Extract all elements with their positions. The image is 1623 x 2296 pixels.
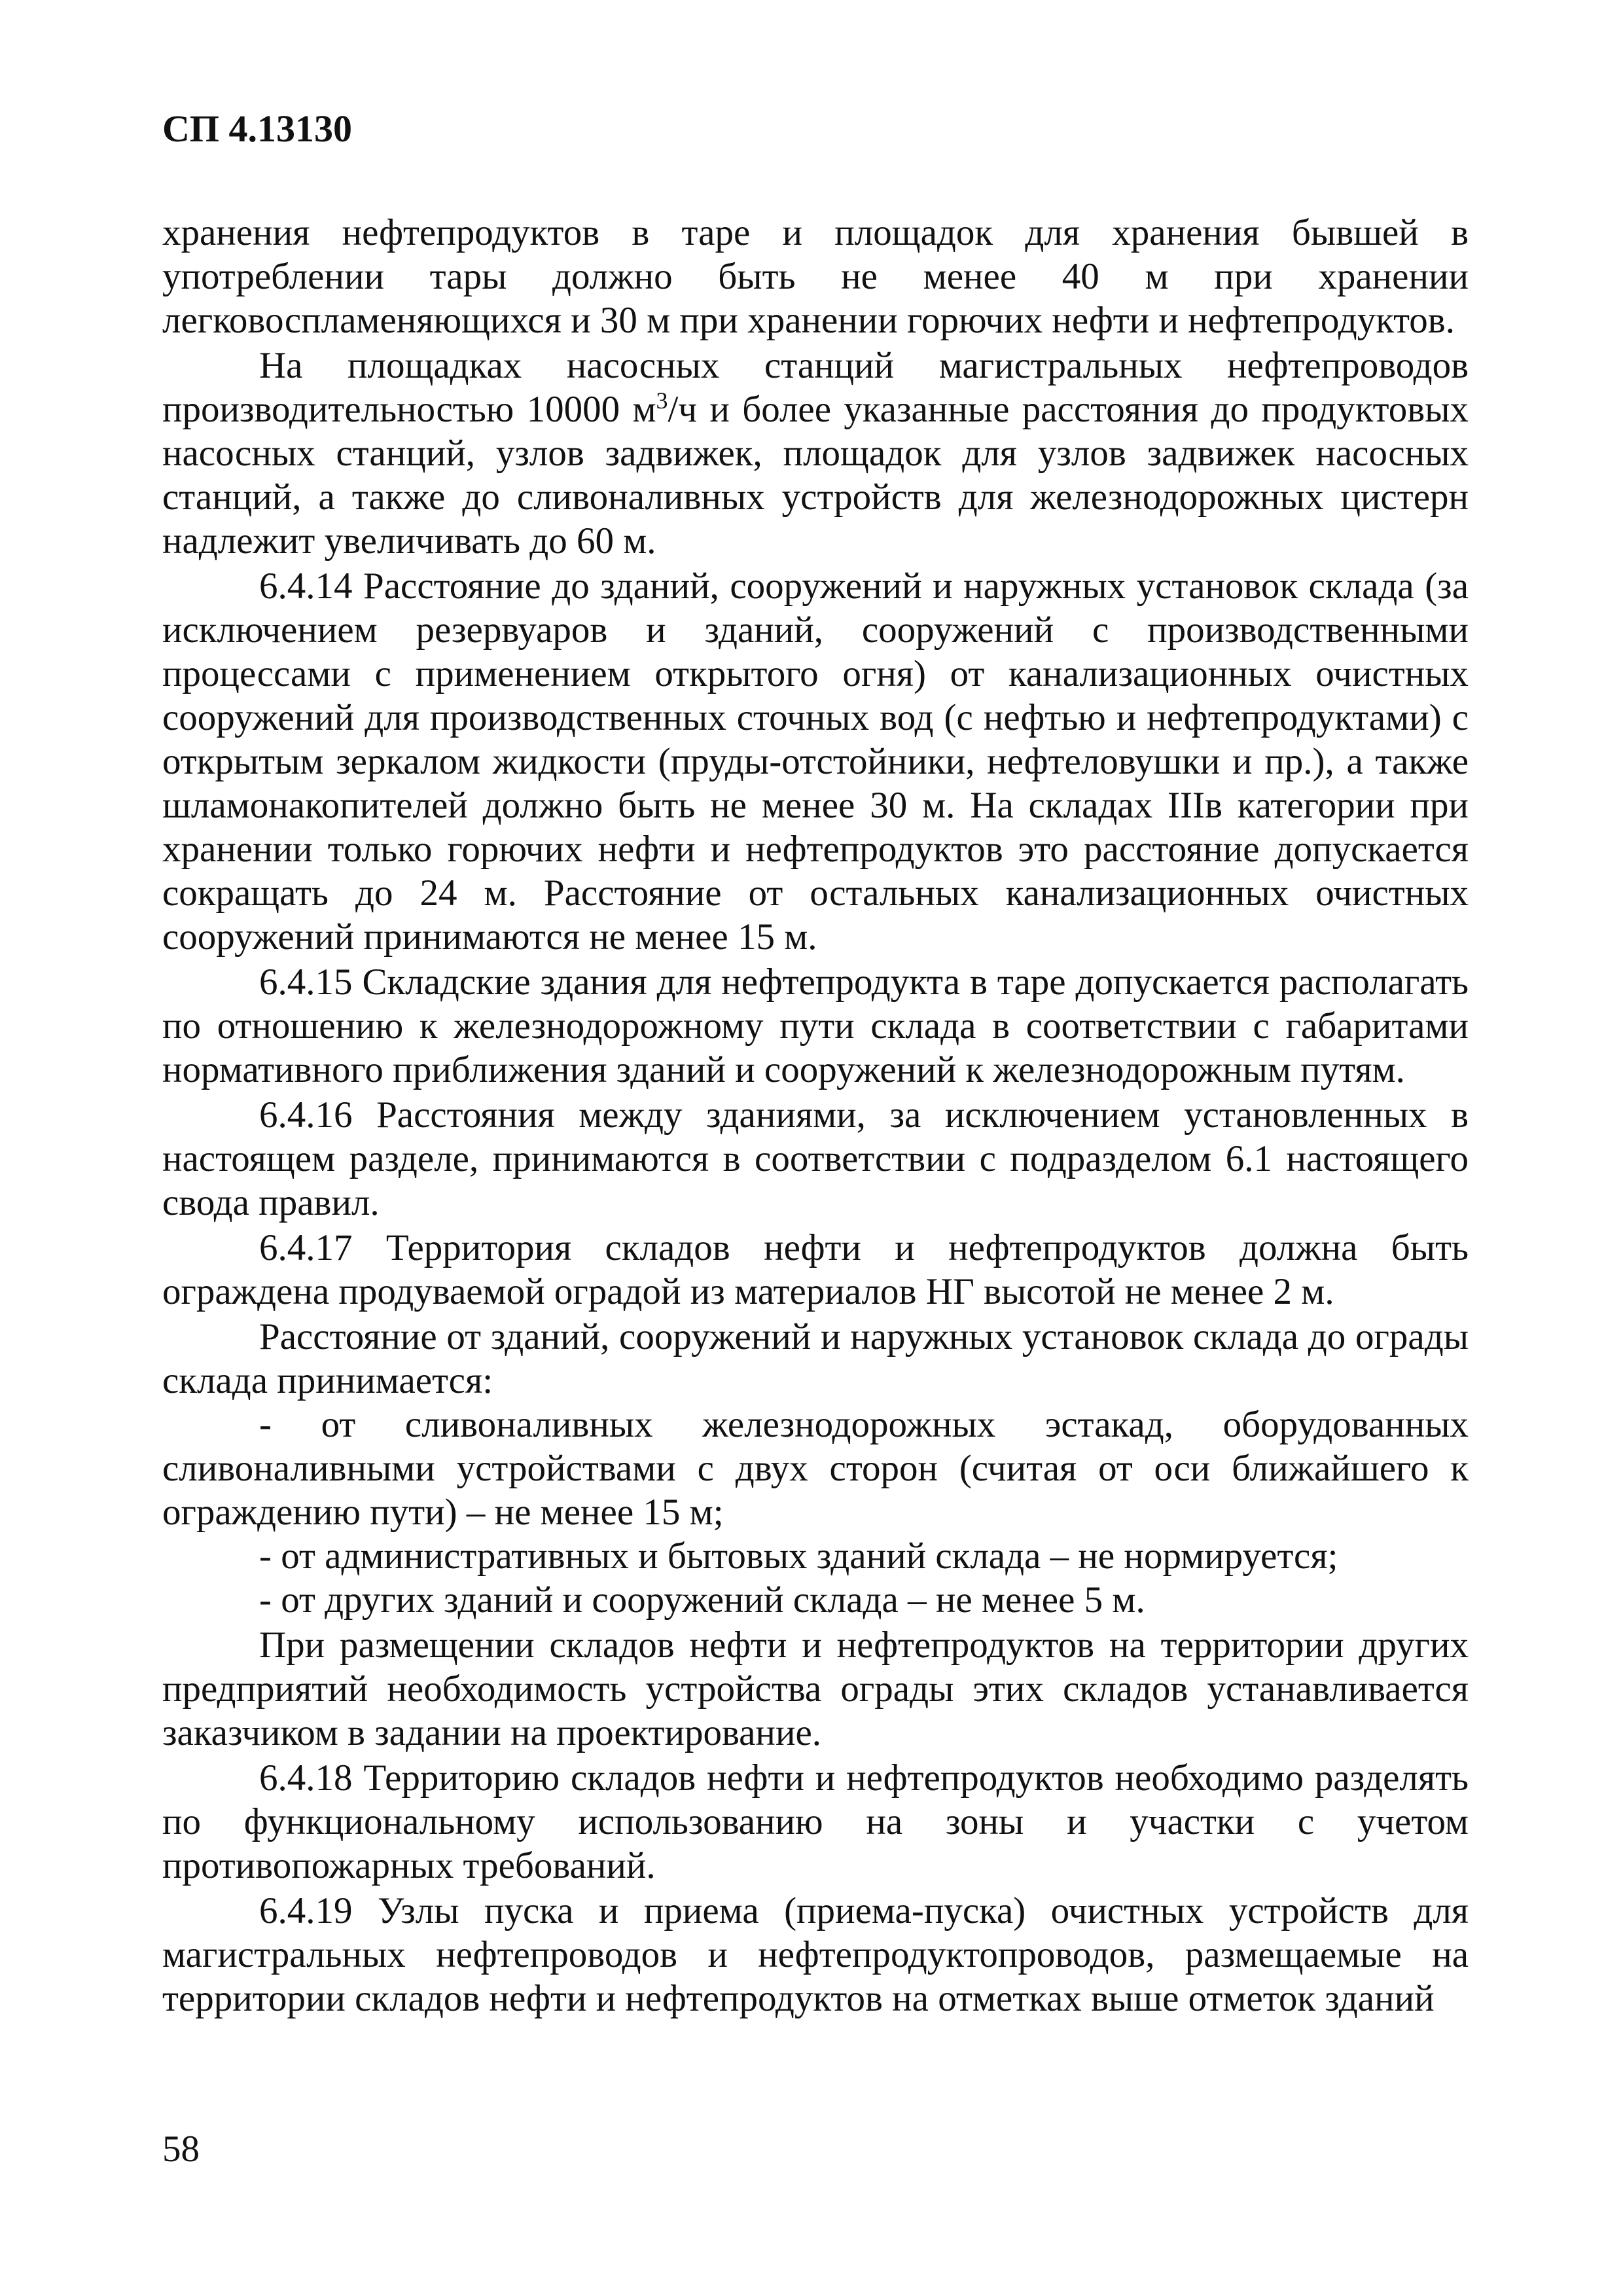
- list-item-other-buildings: - от других зданий и сооружений склада – не менее 5 м.: [259, 1579, 1145, 1621]
- document-code-header: СП 4.13130: [162, 107, 352, 150]
- paragraph-continuation: хранения нефтепродуктов в таре и площадок для хранения бывшей в употреблении тары должно быть не менее 40 м при хранении легковоспламеняющихся и 30 м при хранении горючих нефти и нефтепродуктов.: [162, 212, 1469, 341]
- list-item-admin-buildings: - от административных и бытовых зданий склада – не нормируется;: [259, 1535, 1338, 1577]
- paragraph-fence-distance: Расстояние от зданий, сооружений и наружных установок склада до ограды склада принимается:: [162, 1316, 1469, 1401]
- superscript-cubic: 3: [656, 387, 668, 414]
- clause-6-4-15: 6.4.15 Складские здания для нефтепродукта в таре допускается располагать по отношению к железнодорожному пути склада в соответствии с габаритами нормативного приближения зданий и сооружений к железнодорожным путям.: [162, 961, 1469, 1090]
- paragraph-pump-stations-text-end: /ч и более указанные расстояния до продуктовых насосных станций, узлов задвижек, площадок для узлов задвижек насосных станций, а также до сливоналивных устройств для железнодорожных цистерн надлежит увеличивать до 60 м.: [162, 389, 1469, 562]
- document-body: [162, 211, 1469, 2020]
- clause-6-4-18: 6.4.18 Территорию складов нефти и нефтепродуктов необходимо разделять по функциональному использованию на зоны и участки с учетом противопожарных требований.: [162, 1757, 1469, 1886]
- list-item-loading-racks: - от сливоналивных железнодорожных эстакад, оборудованных сливоналивными устройствами с двух сторон (считая от оси ближайшего к ограждению пути) – не менее 15 м;: [162, 1404, 1469, 1533]
- paragraph-other-enterprises: При размещении складов нефти и нефтепродуктов на территории других предприятий необходимость устройства ограды этих складов устанавливается заказчиком в задании на проектирование.: [162, 1624, 1469, 1753]
- clause-6-4-19: 6.4.19 Узлы пуска и приема (приема-пуска) очистных устройств для магистральных нефтепроводов и нефтепродуктопроводов, размещаемые на территории складов нефти и нефтепродуктов на отметках выше отметок зданий: [162, 1890, 1469, 2019]
- paragraph-pump-stations: [162, 344, 1469, 563]
- clause-6-4-14: 6.4.14 Расстояние до зданий, сооружений и наружных установок склада (за исключением резервуаров и зданий, сооружений с производственными процессами с применением открытого огня) от канализационных очистных сооружений для производственных сточных вод (с нефтью и нефтепродуктами) с открытым зеркалом жидкости (пруды-отстойники, нефтеловушки и пр.), а также шламонакопителей должно быть не менее 30 м. На складах IIIв категории при хранении только горючих нефти и нефтепродуктов это расстояние допускается сокращать до 24 м. Расстояние от остальных канализационных очистных сооружений принимаются не менее 15 м.: [162, 565, 1469, 958]
- clause-6-4-16: 6.4.16 Расстояния между зданиями, за исключением установленных в настоящем разделе, принимаются в соответствии с подразделом 6.1 настоящего свода правил.: [162, 1094, 1469, 1223]
- paragraph-pump-stations-text-start: На площадках насосных станций магистральных нефтепроводов производительностью 10000 м: [162, 345, 1469, 430]
- clause-6-4-17: 6.4.17 Территория складов нефти и нефтепродуктов должна быть ограждена продуваемой оградой из материалов НГ высотой не менее 2 м.: [162, 1227, 1469, 1312]
- page-number: 58: [162, 2128, 200, 2170]
